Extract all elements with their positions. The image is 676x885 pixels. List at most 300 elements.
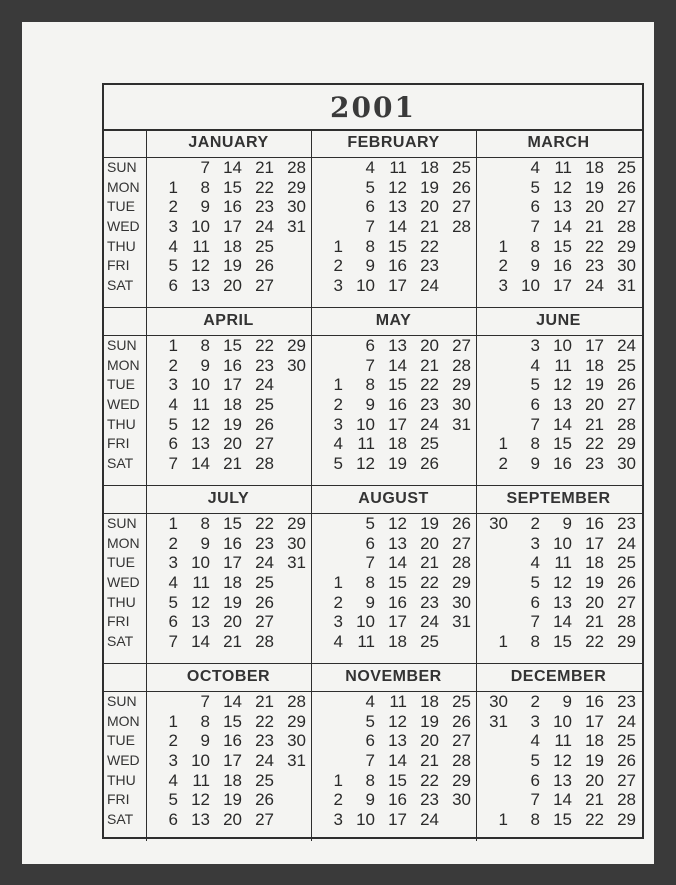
week-row [146,632,311,652]
day-number: 3 [168,217,178,237]
day-labels [104,514,146,652]
day-number: 17 [585,711,604,731]
day-number: 10 [553,711,572,731]
day-number: 4 [168,770,178,790]
day-number: 4 [365,692,375,711]
week-row [146,178,311,198]
day-number: 15 [553,810,572,830]
week-row [476,395,641,415]
day-number: 27 [617,395,636,415]
day-number: 20 [223,434,242,454]
day-number: 31 [287,751,306,771]
day-number: 14 [223,158,242,177]
day-number: 28 [255,454,274,474]
week-row [146,217,311,237]
day-number: 30 [287,731,306,751]
day-number: 28 [617,217,636,237]
day-label: SAT [107,277,134,294]
day-number: 8 [200,711,210,731]
day-number: 19 [585,177,604,197]
day-number: 2 [168,731,178,751]
day-number: 14 [388,553,407,573]
day-number: 12 [356,454,375,474]
day-number: 9 [562,514,572,533]
day-number: 31 [287,217,306,237]
day-number: 11 [192,236,210,256]
day-number: 13 [553,395,572,415]
day-number: 12 [553,177,572,197]
day-number: 19 [223,790,242,810]
day-number: 29 [617,810,636,830]
month-name: SEPTEMBER [506,490,611,507]
week-row [476,790,641,810]
week-row [476,356,641,376]
day-number: 6 [530,197,540,217]
week-row [146,612,311,632]
month-days [311,692,476,830]
week-row [311,810,476,830]
week-row [311,434,476,454]
quarter-row [104,485,642,663]
day-number: 1 [333,770,343,790]
week-row [476,375,641,395]
day-number: 17 [388,612,407,632]
day-number: 18 [223,236,242,256]
week-row [311,356,476,376]
week-row [146,692,311,712]
day-number: 16 [553,256,572,276]
day-number: 25 [617,731,636,751]
day-number: 21 [420,751,439,771]
day-number: 14 [553,612,572,632]
day-number: 4 [530,731,540,751]
day-number: 6 [365,336,375,355]
day-number: 28 [287,158,306,177]
day-number: 2 [333,256,343,276]
day-number: 11 [192,770,210,790]
day-number: 31 [452,612,471,632]
day-number: 7 [365,751,375,771]
day-number: 29 [617,632,636,652]
month-days [146,336,311,474]
week-row [476,178,641,198]
day-number: 20 [223,612,242,632]
day-number: 28 [287,692,306,711]
week-row [311,632,476,652]
day-number: 29 [617,434,636,454]
day-number: 28 [617,790,636,810]
day-number: 9 [200,533,210,553]
week-row [311,336,476,356]
day-number: 26 [255,790,274,810]
week-row [146,197,311,217]
day-number: 7 [200,158,210,177]
day-number: 2 [333,790,343,810]
day-number: 17 [388,276,407,296]
day-number: 4 [333,434,343,454]
day-number: 11 [192,395,210,415]
month-name: MARCH [527,134,590,151]
day-number: 16 [388,256,407,276]
day-number: 14 [553,217,572,237]
month-days [476,692,641,830]
day-number: 17 [388,414,407,434]
day-number: 24 [255,375,274,395]
day-number: 17 [585,533,604,553]
day-number: 18 [585,553,604,573]
day-label: THU [107,415,136,432]
day-number: 31 [287,553,306,573]
day-number: 19 [585,751,604,771]
day-number: 23 [420,790,439,810]
day-number: 11 [554,355,572,375]
day-label: TUE [107,554,135,571]
day-number: 21 [255,158,274,177]
day-number: 11 [192,573,210,593]
day-number: 8 [200,514,210,533]
day-number: 29 [452,375,471,395]
day-number: 29 [287,336,306,355]
day-number: 11 [554,731,572,751]
day-number: 23 [585,454,604,474]
day-number: 7 [168,454,178,474]
day-number: 27 [617,770,636,790]
day-number: 10 [356,810,375,830]
day-number: 27 [255,612,274,632]
day-number: 15 [388,770,407,790]
day-number: 3 [530,533,540,553]
day-number: 7 [365,217,375,237]
day-label: SUN [107,159,137,175]
day-number: 29 [287,177,306,197]
month-name: AUGUST [358,490,429,507]
day-number: 12 [388,514,407,533]
day-label: TUE [107,376,135,393]
month-days [311,336,476,474]
day-number: 24 [420,612,439,632]
day-number: 10 [191,375,210,395]
day-number: 2 [168,197,178,217]
day-number: 30 [287,355,306,375]
week-row [476,632,641,652]
day-number: 8 [200,177,210,197]
day-number: 4 [333,632,343,652]
day-number: 25 [255,236,274,256]
day-number: 28 [452,355,471,375]
day-number: 22 [420,236,439,256]
year-title: 2001 [330,90,416,124]
day-number: 12 [191,592,210,612]
day-number: 23 [255,197,274,217]
day-number: 23 [255,533,274,553]
day-number: 23 [420,395,439,415]
day-number: 22 [585,236,604,256]
day-number: 8 [365,236,375,256]
day-number: 15 [388,236,407,256]
day-number: 27 [452,336,471,355]
month-days [146,158,311,296]
day-number: 18 [585,731,604,751]
day-number: 18 [388,434,407,454]
day-number: 25 [420,632,439,652]
day-number: 25 [617,158,636,177]
day-number: 4 [168,236,178,256]
day-number: 18 [223,770,242,790]
week-row [146,276,311,296]
day-number: 24 [617,533,636,553]
day-number: 25 [452,692,471,711]
day-label: WED [107,396,140,413]
day-number: 30 [287,533,306,553]
day-number: 21 [585,414,604,434]
day-label: SAT [107,455,134,472]
day-number: 27 [255,810,274,830]
day-number: 5 [365,177,375,197]
day-number: 9 [365,790,375,810]
day-number: 26 [255,256,274,276]
day-number: 23 [255,731,274,751]
week-row [311,553,476,573]
day-number: 14 [388,217,407,237]
day-number: 24 [255,217,274,237]
day-number: 5 [168,414,178,434]
day-number: 2 [333,592,343,612]
day-number: 7 [200,692,210,711]
day-number: 21 [223,454,242,474]
quarter-row [104,663,642,841]
day-number: 23 [617,692,636,711]
day-label: MON [107,356,140,373]
day-number: 26 [255,592,274,612]
week-row [311,158,476,178]
month-name: JUNE [536,312,581,329]
day-number: 25 [452,158,471,177]
week-row [476,514,641,534]
day-label: MON [107,534,140,551]
month-days [311,514,476,652]
day-number: 2 [168,355,178,375]
day-number: 30 [452,592,471,612]
day-number: 28 [617,612,636,632]
week-row [311,612,476,632]
day-number: 21 [223,632,242,652]
day-number: 19 [223,256,242,276]
week-row [311,692,476,712]
day-number: 24 [420,276,439,296]
day-number: 7 [530,790,540,810]
day-number: 1 [333,573,343,593]
day-number: 7 [530,217,540,237]
day-number: 10 [356,612,375,632]
day-number: 31 [452,414,471,434]
day-number: 26 [452,711,471,731]
month-name: FEBRUARY [347,134,440,151]
week-row [476,534,641,554]
day-number: 24 [255,751,274,771]
day-number: 3 [168,553,178,573]
day-number: 6 [365,533,375,553]
day-label: FRI [107,435,130,452]
day-number: 1 [333,236,343,256]
day-number: 8 [200,336,210,355]
week-row [476,593,641,613]
week-row [476,158,641,178]
week-row [311,197,476,217]
week-row [146,593,311,613]
week-row [476,415,641,435]
week-row [146,810,311,830]
day-number: 17 [223,375,242,395]
day-number: 20 [223,810,242,830]
day-number: 3 [530,336,540,355]
day-number: 1 [498,434,508,454]
day-number: 8 [530,236,540,256]
day-number: 25 [255,770,274,790]
day-number: 7 [168,632,178,652]
day-number: 13 [191,612,210,632]
day-number: 19 [585,573,604,593]
day-number: 1 [498,236,508,256]
day-number: 13 [388,731,407,751]
day-number: 12 [191,790,210,810]
week-row [146,534,311,554]
day-number: 8 [530,632,540,652]
day-number: 10 [191,751,210,771]
day-number: 13 [388,533,407,553]
week-row [311,790,476,810]
day-number: 2 [333,395,343,415]
week-row [146,237,311,257]
week-row [311,731,476,751]
week-row [476,197,641,217]
week-row [476,751,641,771]
day-number: 9 [365,395,375,415]
day-number: 13 [388,336,407,355]
day-number: 17 [388,810,407,830]
month-days [146,692,311,830]
day-number: 27 [617,592,636,612]
week-row [476,771,641,791]
year-header [104,85,642,131]
day-number: 21 [585,612,604,632]
day-number: 26 [255,414,274,434]
day-number: 28 [452,217,471,237]
day-number: 7 [530,612,540,632]
week-row [311,514,476,534]
day-number: 30 [617,256,636,276]
day-number: 18 [223,573,242,593]
day-number: 14 [191,632,210,652]
week-row [311,217,476,237]
day-label: FRI [107,791,130,808]
week-row [311,751,476,771]
day-number: 9 [365,256,375,276]
week-row [476,237,641,257]
day-number: 24 [617,711,636,731]
day-number: 22 [255,336,274,355]
day-label: FRI [107,257,130,274]
day-number: 7 [530,414,540,434]
week-row [311,771,476,791]
day-number: 1 [168,711,178,731]
day-number: 8 [365,375,375,395]
quarter-row [104,307,642,485]
week-row [476,712,641,732]
day-number: 26 [617,375,636,395]
day-number: 24 [585,276,604,296]
day-number: 18 [223,395,242,415]
month-name: MAY [375,312,412,329]
day-number: 3 [333,810,343,830]
day-number: 17 [223,217,242,237]
day-number: 9 [562,692,572,711]
day-number: 16 [585,692,604,711]
day-number: 20 [420,197,439,217]
day-number: 10 [191,553,210,573]
day-number: 21 [420,553,439,573]
day-number: 12 [388,711,407,731]
day-number: 21 [585,790,604,810]
day-number: 16 [585,514,604,533]
day-label: TUE [107,198,135,215]
day-number: 27 [255,276,274,296]
month-name: JANUARY [188,134,269,151]
day-number: 13 [553,592,572,612]
day-number: 25 [617,553,636,573]
day-number: 23 [420,592,439,612]
day-number: 12 [191,414,210,434]
month-days [146,514,311,652]
day-number: 19 [420,177,439,197]
day-number: 9 [530,256,540,276]
day-number: 28 [617,414,636,434]
day-number: 26 [420,454,439,474]
day-number: 22 [255,177,274,197]
day-number: 25 [617,355,636,375]
day-number: 15 [223,711,242,731]
day-number: 22 [255,711,274,731]
week-row [476,276,641,296]
day-number: 19 [223,414,242,434]
week-row [476,454,641,474]
day-number: 23 [585,256,604,276]
day-number: 22 [585,632,604,652]
day-number: 29 [617,236,636,256]
day-number: 16 [388,395,407,415]
day-number: 8 [365,573,375,593]
day-number: 22 [585,434,604,454]
day-number: 22 [420,770,439,790]
day-number: 5 [168,256,178,276]
week-row [146,434,311,454]
day-number: 2 [498,454,508,474]
week-row [476,434,641,454]
day-number: 1 [333,375,343,395]
day-number: 3 [498,276,508,296]
day-number: 21 [255,692,274,711]
day-number: 20 [420,533,439,553]
day-number: 20 [585,395,604,415]
day-number: 14 [191,454,210,474]
day-label: FRI [107,613,130,630]
week-row [146,553,311,573]
week-row [146,712,311,732]
day-number: 4 [530,553,540,573]
day-number: 15 [553,236,572,256]
day-number: 20 [223,276,242,296]
day-label: TUE [107,732,135,749]
day-number: 7 [365,355,375,375]
